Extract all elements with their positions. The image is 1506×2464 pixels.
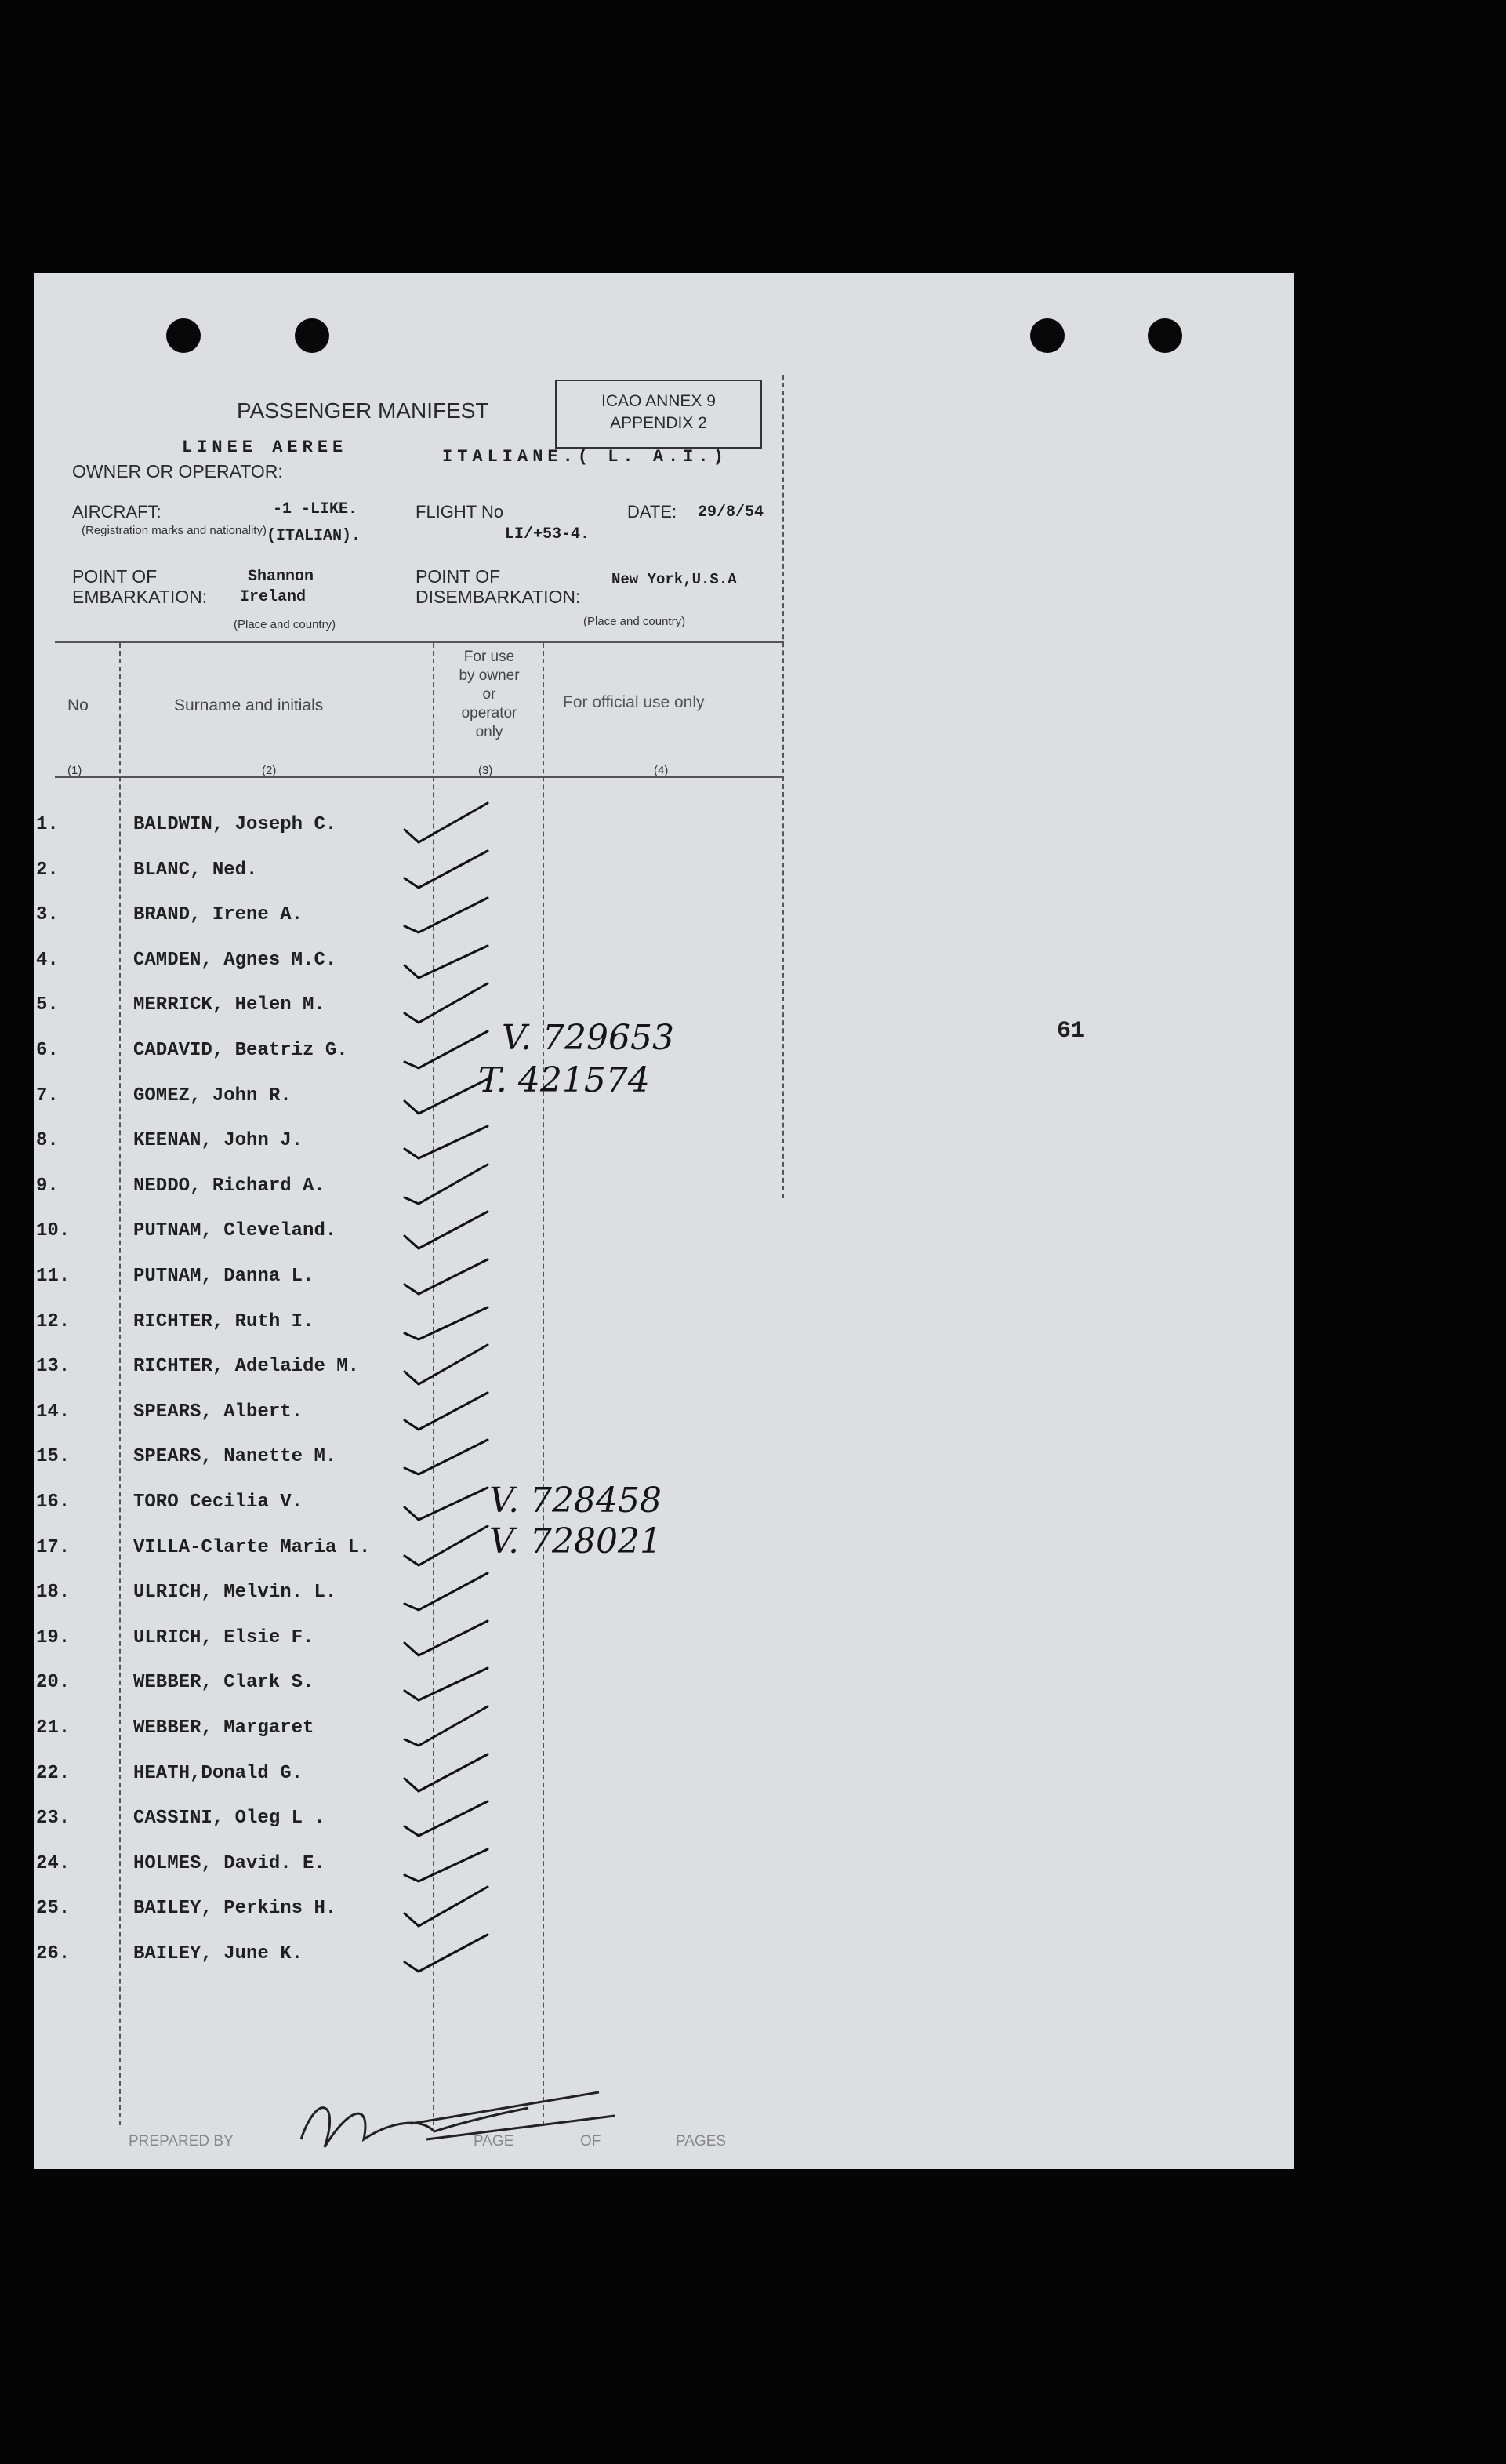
embark-label-2: EMBARKATION: — [72, 587, 208, 607]
owner-use-line: operator — [461, 705, 517, 721]
disembark-note: (Place and country) — [583, 615, 686, 628]
handwritten-note-row-17: V. 728021 — [489, 1521, 662, 1561]
passenger-number: 4. — [36, 949, 59, 971]
column-header-rule — [55, 776, 784, 778]
embark-note: (Place and country) — [234, 618, 336, 631]
passenger-row — [34, 1130, 787, 1158]
passenger-row — [34, 1898, 787, 1926]
col-owner-header — [436, 648, 543, 742]
passenger-row — [34, 1943, 787, 1972]
icao-box — [555, 380, 762, 449]
passenger-name: WEBBER, Margaret — [133, 1717, 314, 1739]
passenger-number: 13. — [36, 1356, 71, 1378]
passenger-number: 9. — [36, 1175, 59, 1197]
handwritten-note-row-7: T. 421574 — [478, 1060, 650, 1100]
passenger-row — [34, 859, 787, 888]
aircraft-value: -1 -LIKE. — [273, 500, 358, 518]
passenger-name: RICHTER, Adelaide M. — [133, 1356, 360, 1378]
passenger-row — [34, 1582, 787, 1610]
disembark-value: New York,U.S.A — [611, 571, 737, 588]
col-num-1: (1) — [67, 764, 82, 777]
page-reference-number: 61 — [1057, 1018, 1086, 1045]
handwritten-note-row-16: V. 728458 — [489, 1481, 662, 1521]
footer-prepared-label: PREPARED BY — [129, 2133, 234, 2150]
passenger-number: 23. — [36, 1808, 71, 1830]
disembark-label-1: POINT OF — [416, 566, 501, 587]
signature-scribble — [270, 2077, 630, 2163]
form-title: PASSENGER MANIFEST — [237, 398, 489, 423]
passenger-row — [34, 1672, 787, 1700]
registration-value: (ITALIAN). — [267, 527, 361, 545]
passenger-name: PUTNAM, Danna L. — [133, 1266, 314, 1287]
passenger-number: 2. — [36, 859, 59, 881]
passenger-name: BLANC, Ned. — [133, 859, 258, 881]
passenger-name: WEBBER, Clark S. — [133, 1672, 314, 1694]
passenger-number: 17. — [36, 1536, 71, 1558]
owner-value-1: LINEE AEREE — [182, 438, 348, 457]
passenger-number: 12. — [36, 1310, 71, 1332]
passenger-number: 10. — [36, 1220, 71, 1242]
passenger-name: KEENAN, John J. — [133, 1130, 303, 1152]
passenger-row — [34, 1808, 787, 1836]
passenger-row — [34, 1085, 787, 1114]
passenger-number: 5. — [36, 994, 59, 1016]
owner-use-line: by owner — [459, 667, 520, 684]
owner-use-line: or — [482, 686, 496, 703]
passenger-name: BALDWIN, Joseph C. — [133, 814, 337, 835]
flight-value: LI/+53-4. — [505, 525, 590, 543]
passenger-number: 24. — [36, 1852, 71, 1874]
passenger-number: 22. — [36, 1762, 71, 1784]
passenger-row — [34, 1311, 787, 1339]
owner-use-line: only — [475, 724, 503, 740]
registration-note: (Registration marks and nationality) — [82, 524, 267, 537]
passenger-name: TORO Cecilia V. — [133, 1492, 303, 1513]
passenger-row — [34, 1492, 787, 1520]
passenger-number: 18. — [36, 1582, 71, 1604]
passenger-number: 15. — [36, 1446, 71, 1468]
passenger-name: VILLA-Clarte Maria L. — [133, 1536, 371, 1558]
date-value: 29/8/54 — [698, 503, 764, 522]
punch-hole — [166, 318, 201, 353]
icao-line-1: ICAO ANNEX 9 — [601, 392, 716, 410]
owner-label: OWNER OR OPERATOR: — [72, 461, 283, 482]
passenger-row — [34, 1763, 787, 1791]
passenger-name: HOLMES, David. E. — [133, 1852, 325, 1874]
passenger-number: 8. — [36, 1130, 59, 1152]
owner-value-2: ITALIANE.( L. A.I.) — [442, 447, 728, 467]
date-label: DATE: — [627, 502, 677, 522]
header-rule — [55, 641, 784, 643]
embark-label-1: POINT OF — [72, 566, 158, 587]
passenger-name: PUTNAM, Cleveland. — [133, 1220, 337, 1242]
aircraft-label: AIRCRAFT: — [72, 502, 161, 522]
passenger-number: 1. — [36, 814, 59, 835]
passenger-row — [34, 1446, 787, 1474]
passenger-number: 6. — [36, 1040, 59, 1061]
passenger-row — [34, 1266, 787, 1294]
owner-use-line: For use — [463, 649, 515, 665]
embark-value-2: Ireland — [240, 588, 307, 606]
passenger-number: 25. — [36, 1898, 71, 1920]
col-num-2: (2) — [262, 764, 277, 777]
passenger-number: 7. — [36, 1085, 59, 1107]
footer-page-label: PAGE — [474, 2133, 514, 2150]
punch-hole — [295, 318, 329, 353]
passenger-name: ULRICH, Melvin. L. — [133, 1582, 337, 1604]
page-edge-line — [782, 375, 784, 1198]
col-no-header: No — [67, 696, 89, 714]
passenger-row — [34, 1401, 787, 1430]
passenger-name: HEATH,Donald G. — [133, 1762, 303, 1784]
handwritten-note-row-6: V. 729653 — [502, 1018, 675, 1058]
passenger-name: BRAND, Irene A. — [133, 904, 303, 926]
passenger-row — [34, 1176, 787, 1204]
passenger-row — [34, 1220, 787, 1248]
icao-line-2: APPENDIX 2 — [610, 414, 707, 432]
manifest-page — [34, 273, 1294, 2169]
passenger-name: BAILEY, Perkins H. — [133, 1898, 337, 1920]
embark-value-1: Shannon — [248, 568, 314, 586]
passenger-name: NEDDO, Richard A. — [133, 1175, 325, 1197]
passenger-number: 14. — [36, 1401, 71, 1423]
passenger-number: 3. — [36, 904, 59, 926]
passenger-number: 19. — [36, 1626, 71, 1648]
passenger-name: ULRICH, Elsie F. — [133, 1626, 314, 1648]
passenger-name: SPEARS, Albert. — [133, 1401, 303, 1423]
flight-label: FLIGHT No — [416, 502, 504, 522]
passenger-number: 21. — [36, 1717, 71, 1739]
passenger-name: CADAVID, Beatriz G. — [133, 1040, 348, 1061]
passenger-name: CASSINI, Oleg L . — [133, 1808, 325, 1830]
footer-of-label: OF — [580, 2133, 601, 2150]
passenger-name: MERRICK, Helen M. — [133, 994, 325, 1016]
passenger-name: SPEARS, Nanette M. — [133, 1446, 337, 1468]
passenger-number: 11. — [36, 1266, 71, 1287]
passenger-number: 16. — [36, 1492, 71, 1513]
passenger-row — [34, 1537, 787, 1565]
check-mark-icon — [395, 1928, 505, 1982]
disembark-label-2: DISEMBARKATION: — [416, 587, 581, 607]
passenger-row — [34, 814, 787, 842]
col-num-3: (3) — [478, 764, 493, 777]
passenger-row — [34, 1356, 787, 1384]
passenger-number: 26. — [36, 1943, 71, 1964]
passenger-row — [34, 1627, 787, 1655]
passenger-row — [34, 950, 787, 978]
passenger-name: GOMEZ, John R. — [133, 1085, 292, 1107]
passenger-name: CAMDEN, Agnes M.C. — [133, 949, 337, 971]
punch-hole — [1148, 318, 1182, 353]
passenger-number: 20. — [36, 1672, 71, 1694]
col-num-4: (4) — [654, 764, 669, 777]
col-official-header: For official use only — [563, 693, 705, 711]
punch-hole — [1030, 318, 1065, 353]
passenger-row — [34, 1717, 787, 1746]
passenger-name: RICHTER, Ruth I. — [133, 1310, 314, 1332]
passenger-row — [34, 1853, 787, 1881]
passenger-name: BAILEY, June K. — [133, 1943, 303, 1964]
col-surname-header: Surname and initials — [174, 696, 324, 714]
footer-pages-label: PAGES — [676, 2133, 727, 2150]
passenger-row — [34, 904, 787, 932]
